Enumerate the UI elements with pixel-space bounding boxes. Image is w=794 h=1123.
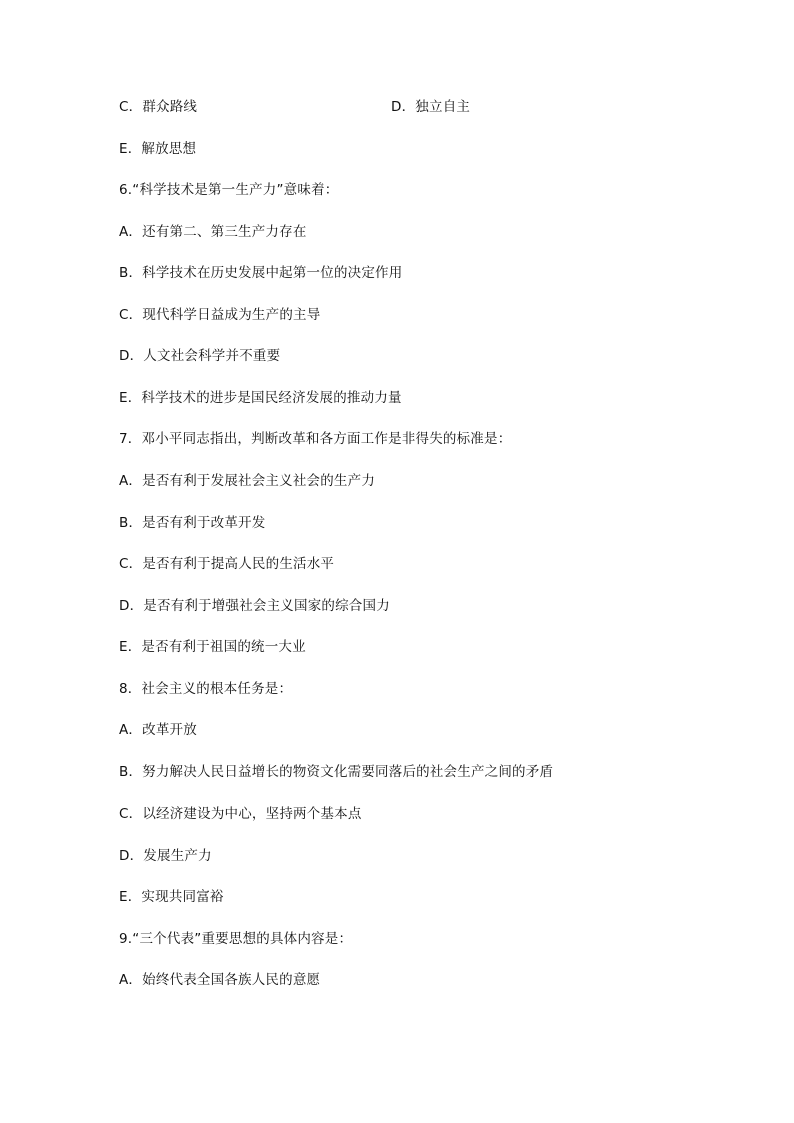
question-6: 6.“科学技术是第一生产力”意味着： bbox=[119, 182, 339, 198]
option-a: A．始终代表全国各族人民的意愿 bbox=[119, 972, 321, 988]
question-7: 7．邓小平同志指出，判断改革和各方面工作是非得失的标准是： bbox=[119, 431, 512, 447]
option-d: D．发展生产力 bbox=[119, 848, 212, 864]
option-a: A．是否有利于发展社会主义社会的生产力 bbox=[119, 473, 376, 489]
option-a: A．改革开放 bbox=[119, 722, 197, 738]
option-d: D．人文社会科学并不重要 bbox=[119, 348, 281, 364]
option-c: C．以经济建设为中心，坚持两个基本点 bbox=[119, 806, 362, 822]
option-e: E．科学技术的进步是国民经济发展的推动力量 bbox=[119, 390, 402, 406]
option-d: D．独立自主 bbox=[391, 99, 471, 115]
option-b: B．努力解决人民日益增长的物资文化需要同落后的社会生产之间的矛盾 bbox=[119, 764, 554, 780]
option-c: C．现代科学日益成为生产的主导 bbox=[119, 307, 321, 323]
question-9: 9.“三个代表”重要思想的具体内容是： bbox=[119, 931, 353, 947]
option-row-c-d bbox=[119, 99, 471, 115]
option-a: A．还有第二、第三生产力存在 bbox=[119, 224, 307, 240]
option-b: B．是否有利于改革开发 bbox=[119, 515, 266, 531]
option-e: E．是否有利于祖国的统一大业 bbox=[119, 639, 306, 655]
option-c: C．是否有利于提高人民的生活水平 bbox=[119, 556, 335, 572]
option-d: D．是否有利于增强社会主义国家的综合国力 bbox=[119, 598, 390, 614]
question-8: 8．社会主义的根本任务是： bbox=[119, 681, 293, 697]
option-c: C．群众路线 bbox=[119, 99, 198, 115]
option-b: B．科学技术在历史发展中起第一位的决定作用 bbox=[119, 265, 403, 281]
option-e: E．实现共同富裕 bbox=[119, 889, 224, 905]
option-e: E．解放思想 bbox=[119, 141, 197, 157]
